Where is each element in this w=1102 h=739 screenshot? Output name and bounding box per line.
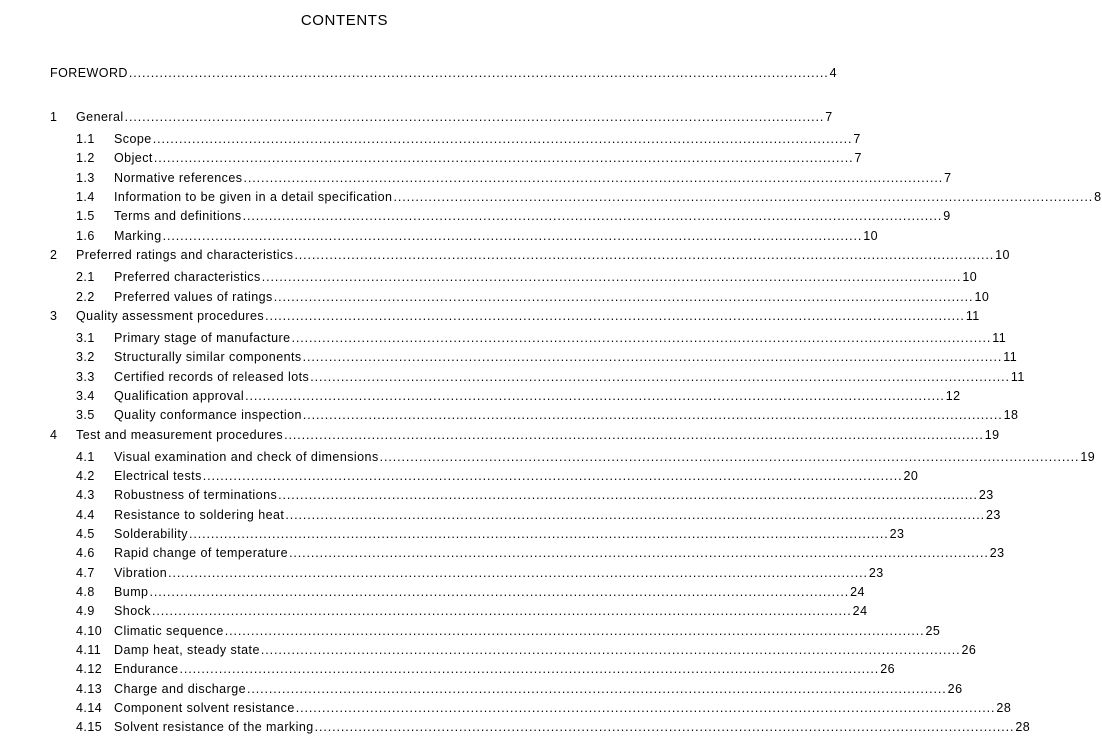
toc-entry[interactable] (0, 488, 994, 507)
toc-leader-dots: ................................................................................................................................................................ (168, 566, 868, 580)
toc-entry-page: 11 (992, 331, 1007, 345)
toc-entry-page: 24 (850, 585, 865, 599)
toc-leader-dots: ................................................................................................................................................................ (260, 643, 961, 657)
toc-entry[interactable] (0, 624, 941, 643)
toc-entry[interactable] (0, 389, 961, 408)
toc-entry-title: Visual examination and check of dimensions (114, 450, 379, 464)
toc-entry[interactable] (0, 720, 1031, 739)
toc-entry-number: 4.1 (76, 450, 95, 464)
toc-entry-number: 4.6 (76, 546, 95, 560)
toc-entry-page: 23 (889, 527, 905, 541)
toc-entry-number: 3.2 (76, 350, 95, 364)
toc-entry-number: 4.4 (76, 508, 95, 522)
toc-leader-dots: ................................................................................................................................................................ (162, 229, 863, 243)
toc-entry-number: 2.2 (76, 290, 95, 304)
toc-entry-number: 4.3 (76, 488, 95, 502)
toc-leader-dots: ................................................................................................................................................................ (294, 248, 995, 262)
toc-entry[interactable] (0, 132, 861, 151)
toc-entry-title: Resistance to soldering heat (114, 508, 285, 522)
toc-entry-page: 7 (853, 132, 861, 146)
toc-entry[interactable] (0, 110, 833, 129)
toc-entry-number: 1.6 (76, 229, 95, 243)
toc-entry-number: 3.4 (76, 389, 95, 403)
toc-entry-title: Solderability (114, 527, 188, 541)
toc-entry-page: 26 (880, 662, 895, 676)
toc-entry[interactable] (0, 585, 865, 604)
toc-entry-title: Damp heat, steady state (114, 643, 260, 657)
toc-entry-title: Normative references (114, 171, 243, 185)
toc-entry-page: 10 (974, 290, 990, 304)
toc-entry[interactable] (0, 662, 895, 681)
toc-leader-dots: ................................................................................................................................................................ (265, 309, 965, 323)
toc-entry-page: 25 (925, 624, 941, 638)
toc-leader-dots: ................................................................................................................................................................ (379, 450, 1080, 464)
toc-entry-title: Quality conformance inspection (114, 408, 302, 422)
toc-entry-title: Scope (114, 132, 152, 146)
toc-entry-title: Terms and definitions (114, 209, 242, 223)
toc-entry-title: Climatic sequence (114, 624, 224, 638)
toc-entry-number: 4.10 (76, 624, 103, 638)
toc-entry-page: 7 (825, 110, 833, 124)
toc-entry[interactable] (0, 66, 837, 85)
toc-entry-page: 19 (1080, 450, 1096, 464)
toc-entry[interactable] (0, 469, 919, 488)
toc-entry[interactable] (0, 171, 952, 190)
toc-entry-number: 1.2 (76, 151, 95, 165)
toc-entry[interactable] (0, 643, 977, 662)
toc-entry-number: 4.2 (76, 469, 95, 483)
toc-entry-title: Component solvent resistance (114, 701, 295, 715)
toc-leader-dots: ................................................................................................................................................................ (261, 270, 962, 284)
toc-entry-page: 7 (854, 151, 862, 165)
toc-entry[interactable] (0, 408, 1019, 427)
toc-entry[interactable] (0, 566, 884, 585)
toc-leader-dots: ................................................................................................................................................................ (152, 132, 853, 146)
toc-entry[interactable] (0, 309, 980, 328)
toc-entry[interactable] (0, 450, 1096, 469)
toc-entry-page: 24 (852, 604, 868, 618)
toc-leader-dots: ................................................................................................................................................................ (153, 151, 854, 165)
toc-leader-dots: ................................................................................................................................................................ (284, 428, 984, 442)
toc-leader-dots: ................................................................................................................................................................ (291, 331, 992, 345)
toc-entry[interactable] (0, 270, 978, 289)
toc-entry[interactable] (0, 209, 951, 228)
toc-entry[interactable] (0, 248, 1010, 267)
toc-entry-title: Solvent resistance of the marking (114, 720, 314, 734)
toc-entry-title: Certified records of released lots (114, 370, 310, 384)
toc-entry-number: 4.13 (76, 682, 103, 696)
toc-entry-number: 1.4 (76, 190, 95, 204)
page-title: CONTENTS (300, 12, 389, 29)
toc-leader-dots: ................................................................................................................................................................ (224, 624, 925, 638)
toc-entry-number: 2 (50, 248, 58, 262)
toc-leader-dots: ................................................................................................................................................................ (302, 350, 1003, 364)
toc-entry-page: 11 (965, 309, 980, 323)
toc-entry-page: 11 (1003, 350, 1018, 364)
toc-entry-page: 28 (1015, 720, 1031, 734)
toc-entry-title: Object (114, 151, 153, 165)
toc-entry-title: FOREWORD (50, 66, 128, 80)
toc-entry-page: 4 (829, 66, 837, 80)
toc-entry-title: Preferred characteristics (114, 270, 261, 284)
toc-entry-number: 3.5 (76, 408, 95, 422)
toc-entry-page: 23 (868, 566, 884, 580)
toc-entry-page: 23 (986, 508, 1001, 522)
toc-entry-number: 4 (50, 428, 58, 442)
toc-entry-number: 1 (50, 110, 58, 124)
toc-entry-number: 1.1 (76, 132, 95, 146)
toc-entry-page: 8 (1094, 190, 1102, 204)
toc-leader-dots: ................................................................................................................................................................ (124, 110, 825, 124)
toc-entry-number: 3.3 (76, 370, 95, 384)
toc-leader-dots: ................................................................................................................................................................ (273, 290, 974, 304)
toc-leader-dots: ................................................................................................................................................................ (393, 190, 1094, 204)
toc-leader-dots: ................................................................................................................................................................ (188, 527, 889, 541)
toc-leader-dots: ................................................................................................................................................................ (242, 209, 943, 223)
toc-leader-dots: ................................................................................................................................................................ (245, 389, 945, 403)
toc-entry-title: Shock (114, 604, 151, 618)
toc-entry-number: 4.15 (76, 720, 103, 734)
toc-entry-title: Test and measurement procedures (76, 428, 284, 442)
toc-entry-page: 7 (944, 171, 952, 185)
toc-entry-title: Charge and discharge (114, 682, 246, 696)
toc-entry-page: 26 (961, 643, 977, 657)
toc-entry-page: 23 (989, 546, 1005, 560)
toc-entry-page: 28 (996, 701, 1012, 715)
toc-entry-title: Qualification approval (114, 389, 245, 403)
toc-leader-dots: ................................................................................................................................................................ (295, 701, 996, 715)
toc-leader-dots: ................................................................................................................................................................ (152, 604, 852, 618)
toc-entry[interactable] (0, 701, 1012, 720)
toc-leader-dots: ................................................................................................................................................................ (314, 720, 1015, 734)
toc-leader-dots: ................................................................................................................................................................ (202, 469, 903, 483)
toc-entry-page: 12 (945, 389, 961, 403)
toc-entry[interactable] (0, 331, 1007, 350)
toc-leader-dots: ................................................................................................................................................................ (179, 662, 880, 676)
toc-entry-page: 23 (978, 488, 994, 502)
toc-entry-title: Vibration (114, 566, 168, 580)
toc-entry-title: Electrical tests (114, 469, 202, 483)
toc-entry[interactable] (0, 604, 868, 623)
toc-entry-title: Marking (114, 229, 162, 243)
toc-entry-title: Primary stage of manufacture (114, 331, 291, 345)
toc-entry-number: 2.1 (76, 270, 95, 284)
toc-entry[interactable] (0, 229, 879, 248)
toc-entry-number: 1.3 (76, 171, 95, 185)
toc-leader-dots: ................................................................................................................................................................ (149, 585, 850, 599)
toc-entry-page: 10 (962, 270, 978, 284)
toc-entry-page: 10 (995, 248, 1010, 262)
toc-entry-number: 4.5 (76, 527, 95, 541)
toc-entry-title: General (76, 110, 124, 124)
toc-entry-title: Quality assessment procedures (76, 309, 265, 323)
toc-entry[interactable] (0, 290, 990, 309)
toc-entry[interactable] (0, 428, 1000, 447)
toc-entry-number: 4.8 (76, 585, 95, 599)
toc-entry[interactable] (0, 508, 1001, 527)
toc-entry-page: 10 (863, 229, 879, 243)
toc-entry-title: Rapid change of temperature (114, 546, 289, 560)
toc-entry-number: 3.1 (76, 331, 95, 345)
toc-entry-number: 4.11 (76, 643, 102, 657)
toc-leader-dots: ................................................................................................................................................................ (247, 682, 947, 696)
toc-leader-dots: ................................................................................................................................................................ (310, 370, 1010, 384)
toc-leader-dots: ................................................................................................................................................................ (289, 546, 989, 560)
toc-leader-dots: ................................................................................................................................................................ (243, 171, 944, 185)
toc-entry-page: 19 (984, 428, 1000, 442)
toc-leader-dots: ................................................................................................................................................................ (302, 408, 1003, 422)
toc-entry-number: 4.9 (76, 604, 95, 618)
toc-entry-number: 4.12 (76, 662, 103, 676)
toc-leader-dots: ................................................................................................................................................................ (128, 66, 829, 80)
toc-entry-page: 9 (943, 209, 951, 223)
toc-entry-title: Preferred ratings and characteristics (76, 248, 294, 262)
toc-entry-page: 26 (947, 682, 963, 696)
toc-entry-number: 4.7 (76, 566, 95, 580)
toc-entry-page: 20 (903, 469, 919, 483)
toc-entry-page: 18 (1003, 408, 1019, 422)
toc-entry-number: 1.5 (76, 209, 95, 223)
toc-entry[interactable] (0, 190, 1102, 209)
toc-entry[interactable] (0, 527, 905, 546)
toc-entry[interactable] (0, 151, 862, 170)
toc-entry-number: 3 (50, 309, 58, 323)
toc-entry-title: Structurally similar components (114, 350, 302, 364)
toc-entry-title: Information to be given in a detail specification (114, 190, 393, 204)
toc-leader-dots: ................................................................................................................................................................ (278, 488, 978, 502)
toc-entry[interactable] (0, 546, 1005, 565)
toc-leader-dots: ................................................................................................................................................................ (285, 508, 986, 522)
toc-entry-title: Robustness of terminations (114, 488, 278, 502)
toc-entry-page: 11 (1010, 370, 1025, 384)
toc-entry[interactable] (0, 350, 1018, 369)
toc-entry-number: 4.14 (76, 701, 103, 715)
toc-entry-title: Endurance (114, 662, 179, 676)
toc-entry[interactable] (0, 370, 1025, 389)
toc-entry[interactable] (0, 682, 963, 701)
toc-entry-title: Bump (114, 585, 149, 599)
toc-entry-title: Preferred values of ratings (114, 290, 273, 304)
